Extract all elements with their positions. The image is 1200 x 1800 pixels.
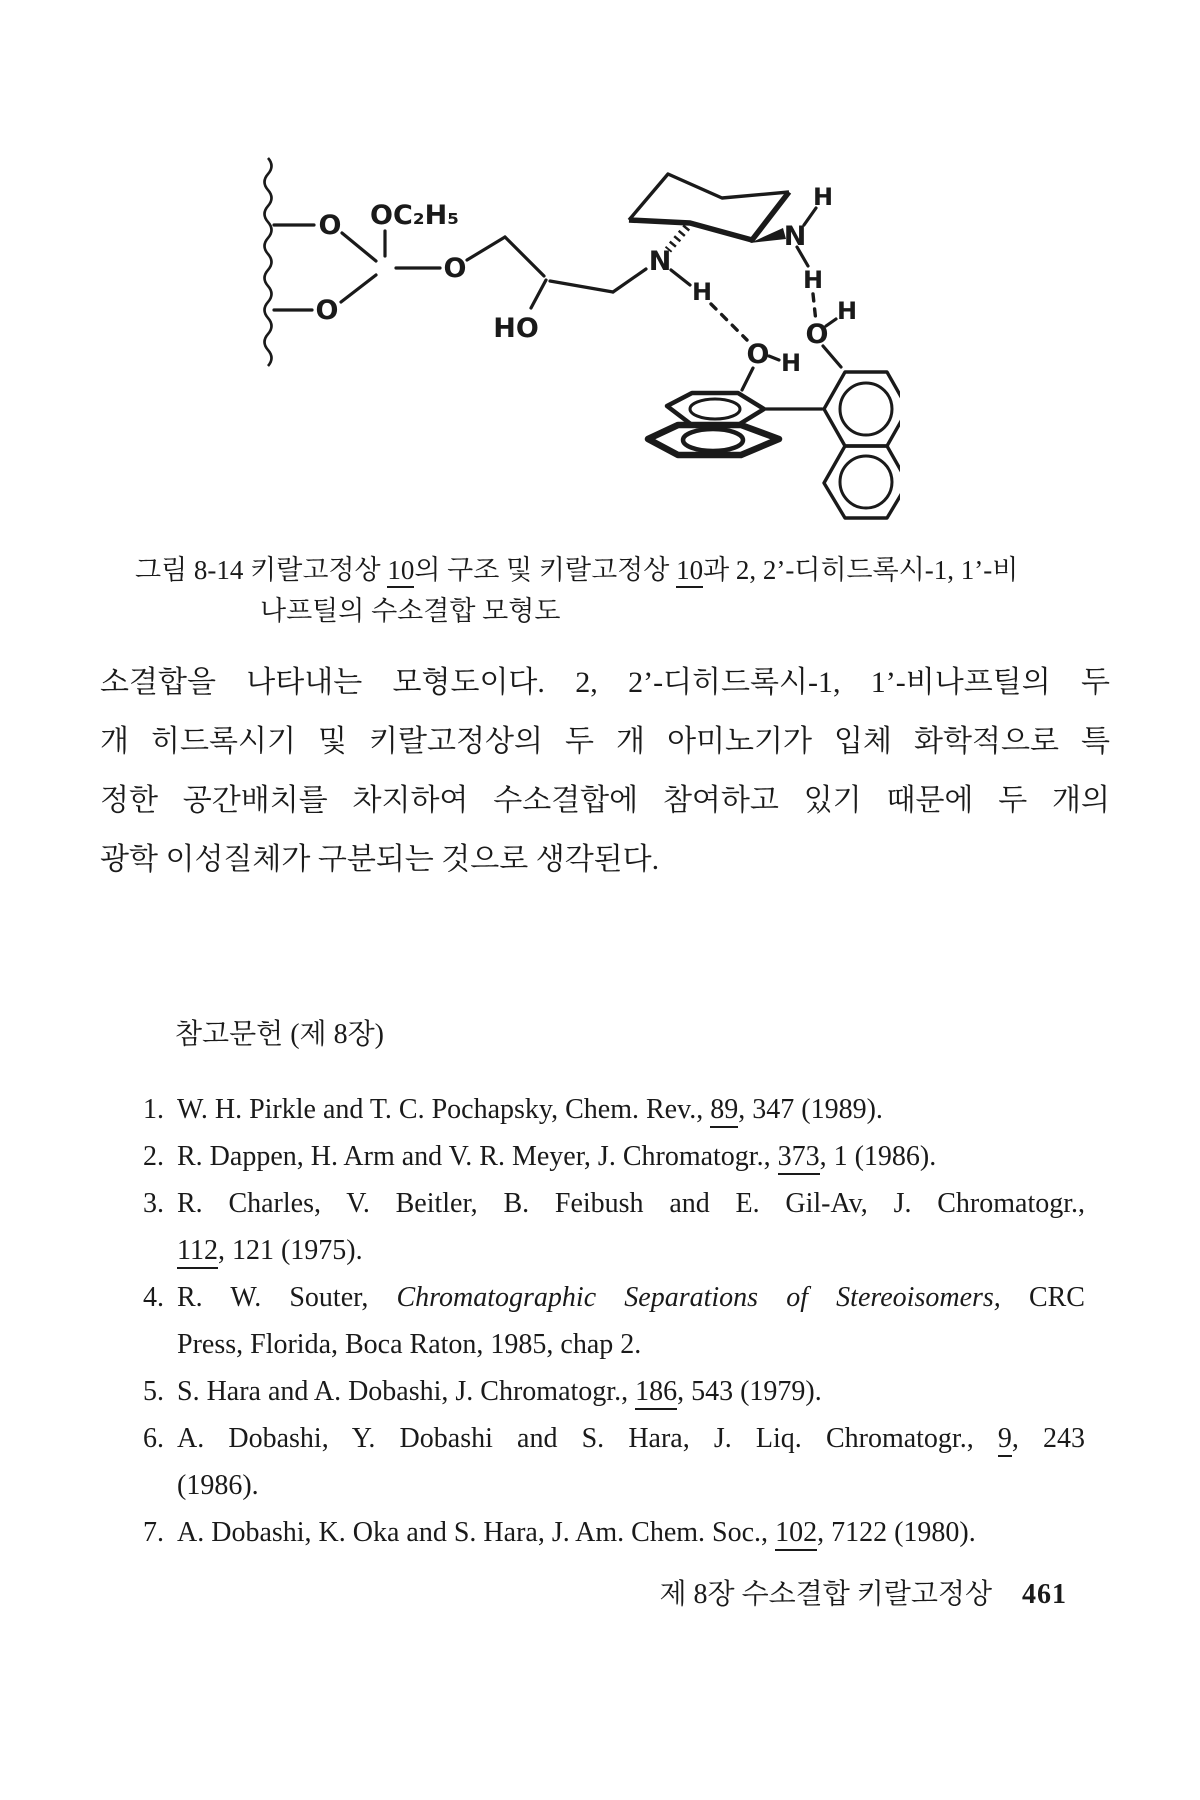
reference-text — [177, 1415, 1085, 1509]
reference-item — [143, 1509, 1085, 1556]
hydrogen-bonds — [711, 294, 816, 340]
reference-line — [177, 1462, 1085, 1509]
body-line: 소결합을 나타내는 모형도이다. 2, 2’-디히드록시-1, 1’-비나프틸의 두 — [100, 666, 1110, 699]
text-segment: , 1 (1986). — [819, 1141, 937, 1172]
reference-line — [177, 1133, 1085, 1180]
naphthol-left-h-label: H — [780, 349, 802, 377]
ether-oxygen-label: O — [443, 253, 467, 284]
reference-line — [177, 1274, 1085, 1321]
reference-number: 2. — [143, 1141, 164, 1172]
underlined-number: 10 — [387, 555, 414, 588]
reference-line — [177, 1509, 1085, 1556]
reference-line — [177, 1227, 1085, 1274]
reference-item — [143, 1274, 1085, 1368]
text-segment: R. Dappen, H. Arm and V. R. Meyer, J. Chromatogr., — [177, 1141, 778, 1172]
reference-text — [177, 1133, 1085, 1180]
references-list — [143, 1086, 1085, 1556]
text-segment: CRC — [1000, 1282, 1085, 1313]
oxygen-bottom-label: O — [315, 295, 339, 326]
text-segment: W. H. Pirkle and T. C. Pochapsky, Chem. Rev., — [177, 1094, 711, 1125]
reference-text — [177, 1086, 1085, 1133]
ethoxy-label: OC₂H₅ — [370, 200, 460, 231]
hydroxyl-label: HO — [493, 313, 539, 344]
reference-item — [143, 1368, 1085, 1415]
reference-item — [143, 1086, 1085, 1133]
reference-line — [177, 1321, 1085, 1368]
text-segment: , 347 (1989). — [738, 1094, 883, 1125]
underlined-number: 89 — [710, 1094, 738, 1128]
figure-caption — [135, 550, 1025, 632]
nitrogen-left-label: N — [648, 246, 672, 277]
text-segment: 과 2, 2’-디히드록시-1, 1’-비 — [703, 555, 1019, 585]
reference-line — [177, 1086, 1085, 1133]
cyclohexane-ring — [629, 174, 789, 240]
text-segment: S. Hara and A. Dobashi, J. Chromatogr., — [177, 1376, 636, 1407]
page-footer — [659, 1572, 1067, 1612]
naphthol-right-h-label: H — [836, 297, 858, 325]
reference-number: 7. — [143, 1517, 164, 1548]
underlined-number: 102 — [775, 1517, 817, 1551]
figure-caption-line2: 나프틸의 수소결합 모형도 — [260, 596, 561, 626]
text-segment: , 121 (1975). — [217, 1235, 363, 1266]
running-title: 제 8장 수소결합 키랄고정상 — [659, 1579, 992, 1610]
italic-title: Chromatographic Separations of Stereoisomers, — [396, 1282, 1001, 1313]
text-segment: A. Dobashi, K. Oka and S. Hara, J. Am. Chem. Soc., — [177, 1517, 776, 1548]
oxygen-top-label: O — [318, 210, 342, 241]
naphthalene-left — [648, 393, 779, 455]
reference-text — [177, 1368, 1085, 1415]
h-amine-left-label: H — [691, 278, 713, 306]
nitrogen-right-label: N — [783, 221, 807, 252]
reference-line — [177, 1180, 1085, 1227]
chemical-structure-figure — [220, 128, 900, 548]
reference-item — [143, 1133, 1085, 1180]
underlined-number: 10 — [676, 555, 703, 588]
reference-text — [177, 1509, 1085, 1556]
text-segment: , 243 — [1011, 1423, 1085, 1454]
naphthol-right-oxygen-label: O — [805, 319, 829, 350]
naphthalene-right — [824, 372, 900, 518]
reference-number: 1. — [143, 1094, 164, 1125]
text-segment: 그림 8-14 키랄고정상 — [135, 555, 388, 585]
reference-number: 5. — [143, 1376, 164, 1407]
references-heading: 참고문헌 (제 8장) — [175, 1019, 384, 1050]
figure-caption-line1 — [135, 550, 1025, 591]
underlined-number: 186 — [635, 1376, 677, 1410]
underlined-number: 373 — [778, 1141, 820, 1175]
body-line: 광학 이성질체가 구분되는 것으로 생각된다. — [100, 843, 660, 876]
body-line: 개 히드록시기 및 키랄고정상의 두 개 아미노기가 입체 화학적으로 특 — [100, 725, 1110, 758]
text-segment: , 7122 (1980). — [817, 1517, 976, 1548]
h-amine-right-top-label: H — [812, 183, 834, 211]
text-segment: Press, Florida, Boca Raton, 1985, chap 2. — [177, 1329, 642, 1360]
reference-line — [177, 1368, 1085, 1415]
text-segment: R. W. Souter, — [177, 1282, 397, 1313]
reference-line — [177, 1415, 1085, 1462]
reference-number: 6. — [143, 1423, 164, 1454]
reference-number: 4. — [143, 1282, 164, 1313]
text-segment: A. Dobashi, Y. Dobashi and S. Hara, J. Liq. Chromatogr., — [177, 1423, 998, 1454]
page-number: 461 — [1022, 1579, 1067, 1610]
reference-text — [177, 1180, 1085, 1274]
reference-item — [143, 1180, 1085, 1274]
reference-number: 3. — [143, 1188, 164, 1219]
h-amine-right-bottom-label: H — [802, 266, 824, 294]
text-segment: R. Charles, V. Beitler, B. Feibush and E. Gil-Av, J. Chromatogr., — [177, 1188, 1085, 1219]
underlined-number: 9 — [998, 1423, 1012, 1457]
body-line: 정한 공간배치를 차지하여 수소결합에 참여하고 있기 때문에 두 개의 — [100, 784, 1110, 817]
reference-text — [177, 1274, 1085, 1368]
body-paragraph — [100, 653, 1110, 889]
text-segment: (1986). — [177, 1470, 259, 1501]
underlined-number: 112 — [177, 1235, 218, 1269]
text-segment: , 543 (1979). — [677, 1376, 822, 1407]
silica-backbone-squiggle — [265, 158, 272, 366]
text-segment: 의 구조 및 키랄고정상 — [414, 555, 677, 585]
naphthol-left-oxygen-label: O — [746, 339, 770, 370]
reference-item — [143, 1415, 1085, 1509]
